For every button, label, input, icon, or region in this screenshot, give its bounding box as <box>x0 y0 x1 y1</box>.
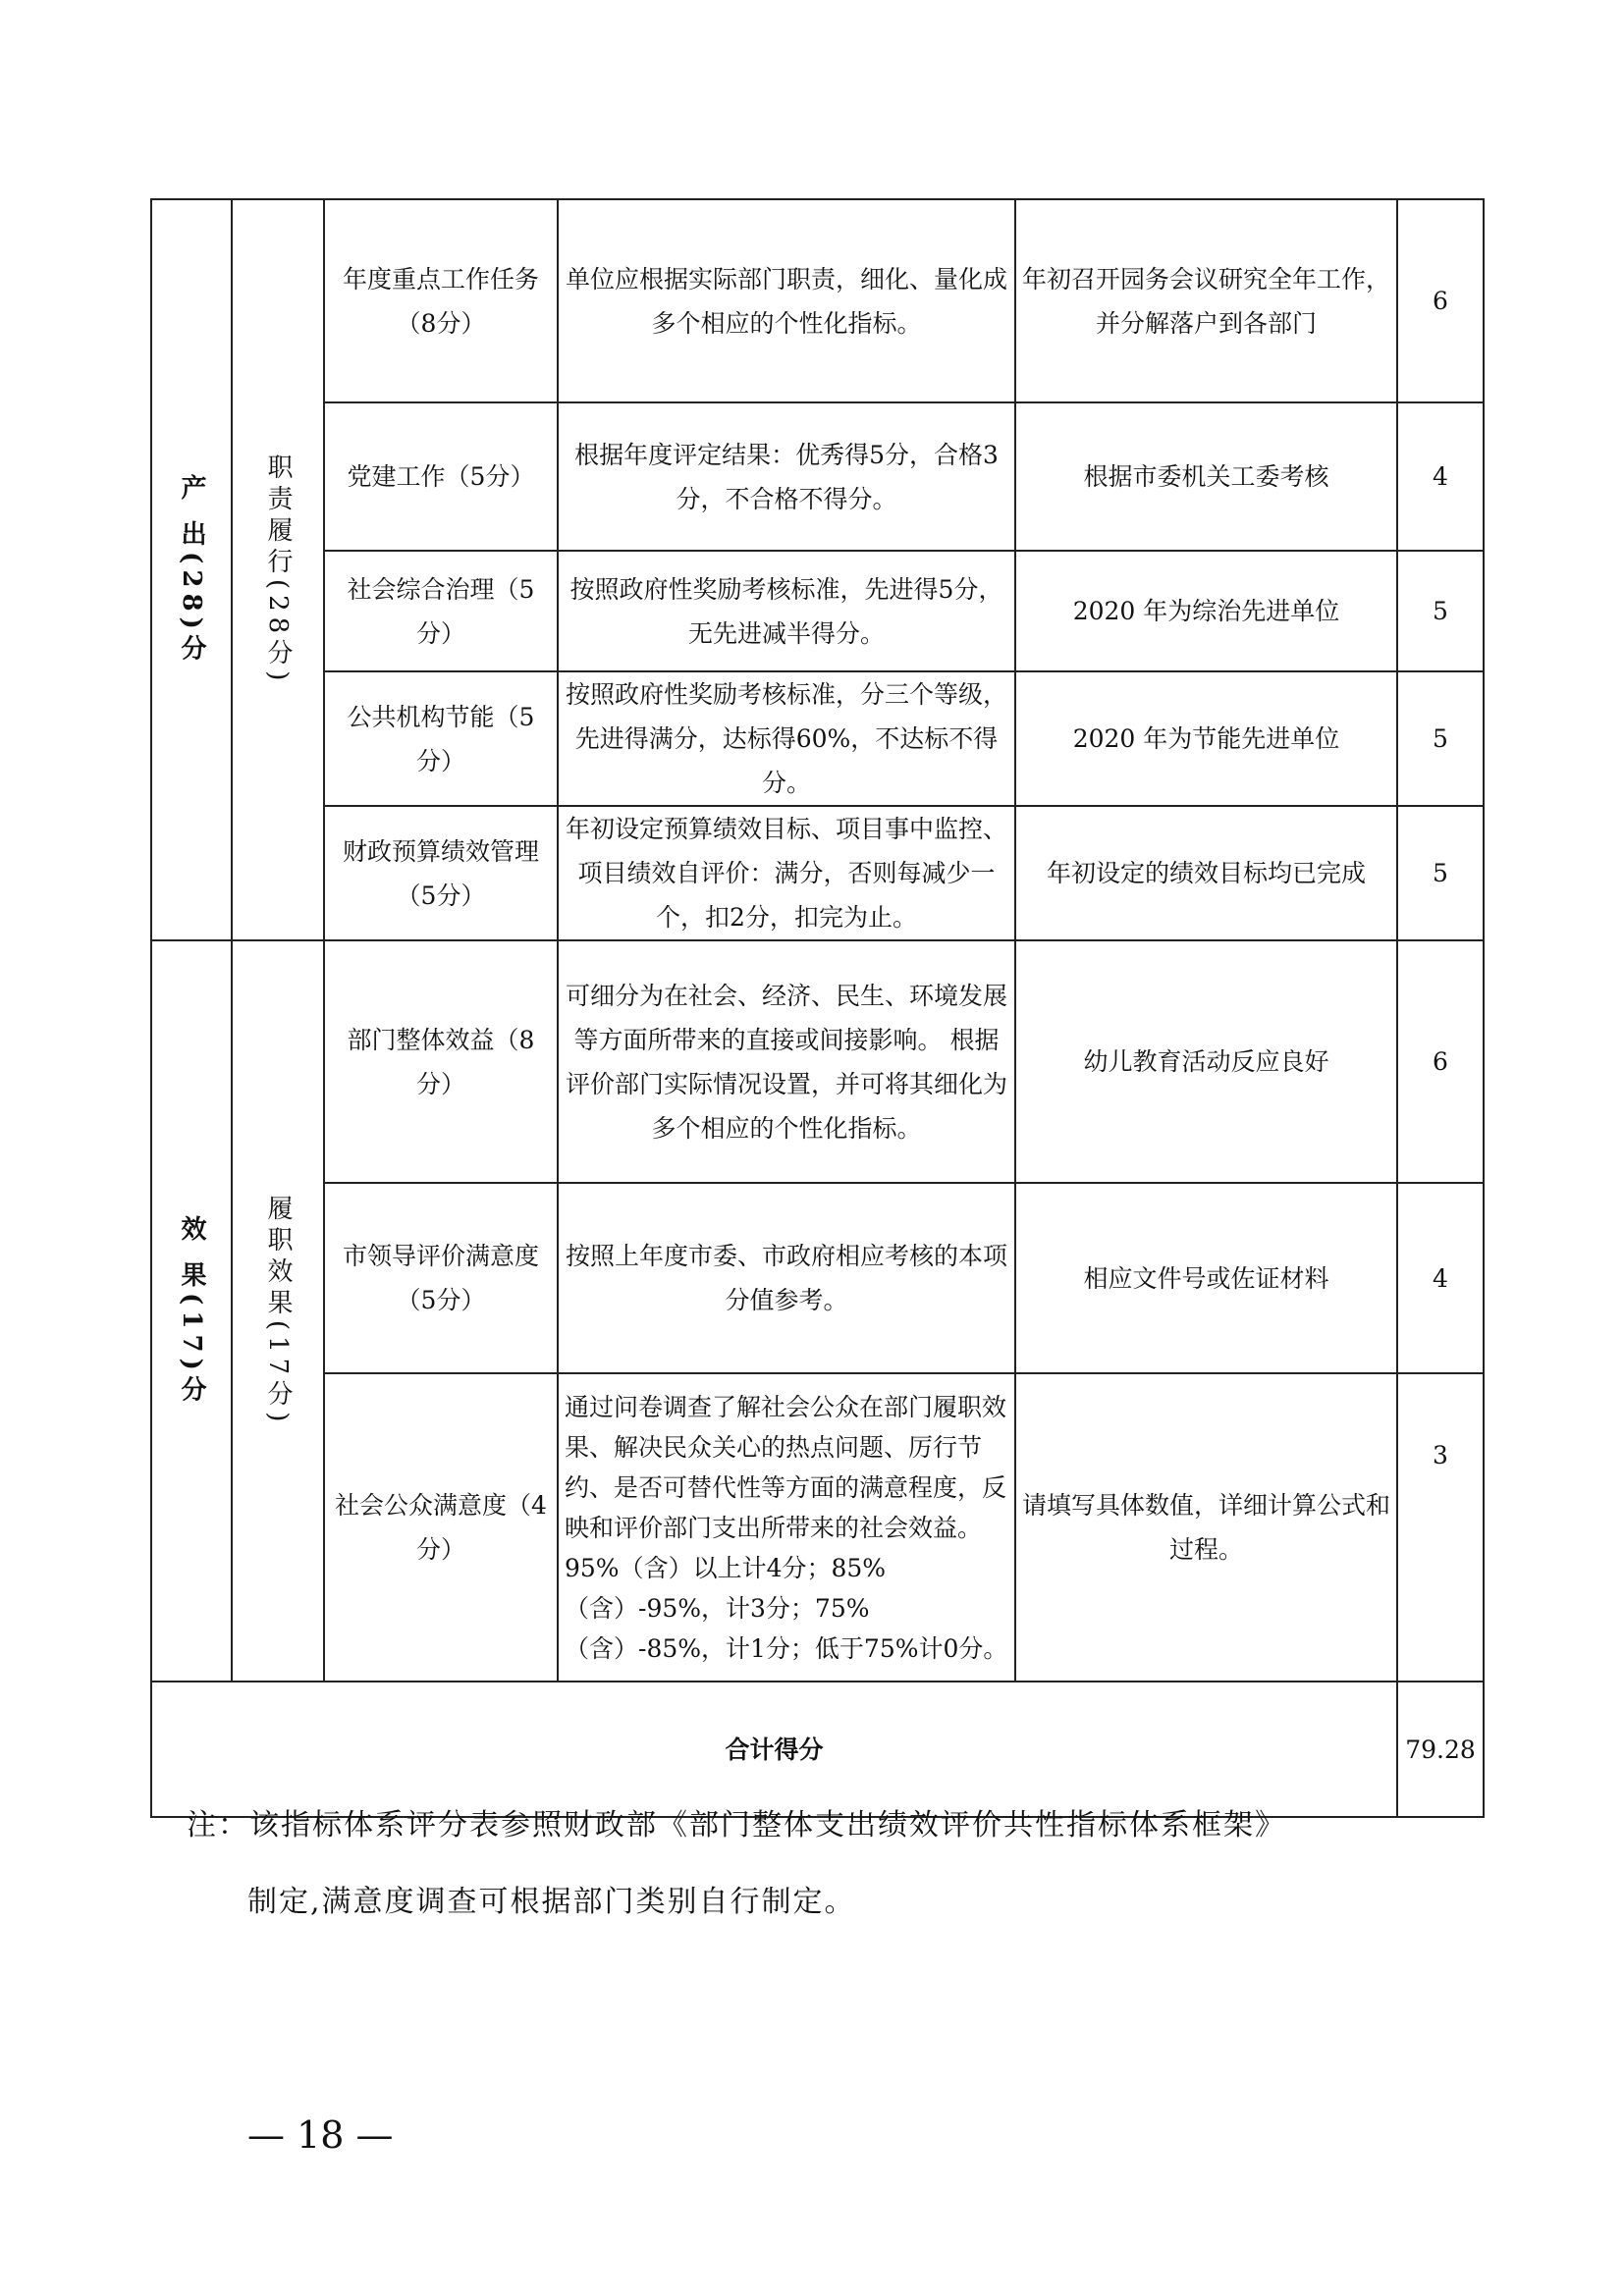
table-row <box>151 806 1484 940</box>
indicator-cell: 党建工作（5分） <box>324 402 558 551</box>
criteria-cell: 按照上年度市委、市政府相应考核的本项分值参考。 <box>558 1183 1015 1373</box>
criteria-cell: 根据年度评定结果：优秀得5分，合格3分，不合格不得分。 <box>558 402 1015 551</box>
table-row <box>151 402 1484 551</box>
indicator-cell: 年度重点工作任务（8分） <box>324 199 558 402</box>
footnote-line-2: 制定,满意度调查可根据部门类别自行制定。 <box>247 1885 856 1919</box>
evidence-cell: 相应文件号或佐证材料 <box>1015 1183 1397 1373</box>
score-cell: 5 <box>1397 806 1484 940</box>
evidence-cell: 2020 年为节能先进单位 <box>1015 671 1397 806</box>
indicator-cell: 财政预算绩效管理（5分） <box>324 806 558 940</box>
table-row <box>151 1373 1484 1682</box>
indicator-cell: 社会公众满意度（4分） <box>324 1373 558 1682</box>
total-row <box>151 1682 1484 1817</box>
performance-score-table <box>150 198 1485 1818</box>
score-cell: 4 <box>1397 402 1484 551</box>
evidence-cell: 幼儿教育活动反应良好 <box>1015 940 1397 1183</box>
table-row <box>151 671 1484 806</box>
table-row <box>151 199 1484 402</box>
criteria-cell: 可细分为在社会、经济、民生、环境发展等方面所带来的直接或间接影响。 根据评价部门实际情况设置，并可将其细化为多个相应的个性化指标。 <box>558 940 1015 1183</box>
indicator-cell: 社会综合治理（5分） <box>324 551 558 671</box>
evidence-cell: 2020 年为综治先进单位 <box>1015 551 1397 671</box>
score-cell: 6 <box>1397 199 1484 402</box>
table-row <box>151 1183 1484 1373</box>
total-score: 79.28 <box>1397 1682 1484 1817</box>
criteria-cell: 按照政府性奖励考核标准，先进得5分，无先进减半得分。 <box>558 551 1015 671</box>
score-cell: 6 <box>1397 940 1484 1183</box>
evidence-cell: 根据市委机关工委考核 <box>1015 402 1397 551</box>
total-label: 合计得分 <box>151 1682 1397 1817</box>
level2-cell <box>232 940 324 1682</box>
page-number: — 18 — <box>247 2113 394 2157</box>
score-cell: 4 <box>1397 1183 1484 1373</box>
indicator-cell: 市领导评价满意度（5分） <box>324 1183 558 1373</box>
indicator-cell: 部门整体效益（8分） <box>324 940 558 1183</box>
evidence-cell: 请填写具体数值，详细计算公式和过程。 <box>1015 1373 1397 1682</box>
criteria-cell: 年初设定预算绩效目标、项目事中监控、项目绩效自评价：满分，否则每减少一个，扣2分，扣完为止。 <box>558 806 1015 940</box>
criteria-cell: 单位应根据实际部门职责，细化、量化成多个相应的个性化指标。 <box>558 199 1015 402</box>
table-row <box>151 551 1484 671</box>
criteria-cell: 按照政府性奖励考核标准，分三个等级，先进得满分，达标得60%，不达标不得分。 <box>558 671 1015 806</box>
score-cell: 3 <box>1397 1373 1484 1682</box>
score-cell: 5 <box>1397 671 1484 806</box>
level2-label: 履职效果(17分) <box>263 1194 293 1428</box>
criteria-cell: 通过问卷调查了解社会公众在部门履职效果、解决民众关心的热点问题、厉行节约、是否可替代性等方面的满意程度，反映和评价部门支出所带来的社会效益。95%（含）以上计4分；85%（含）-95%，计3分；75%（含）-85%，计1分；低于75%计0分。 <box>558 1373 1015 1682</box>
score-cell: 5 <box>1397 551 1484 671</box>
level1-cell <box>151 199 232 940</box>
level1-label: 产 出(28)分 <box>177 473 206 667</box>
evidence-cell: 年初设定的绩效目标均已完成 <box>1015 806 1397 940</box>
footnote-line-1: 注：该指标体系评分表参照财政部《部门整体支出绩效评价共性指标体系框架》 <box>187 1808 1286 1842</box>
indicator-cell: 公共机构节能（5分） <box>324 671 558 806</box>
level1-cell <box>151 940 232 1682</box>
level2-label: 职责履行(28分) <box>263 453 293 687</box>
table-row <box>151 940 1484 1183</box>
level1-label: 效 果(17)分 <box>177 1214 206 1408</box>
evidence-cell: 年初召开园务会议研究全年工作，并分解落户到各部门 <box>1015 199 1397 402</box>
level2-cell <box>232 199 324 940</box>
